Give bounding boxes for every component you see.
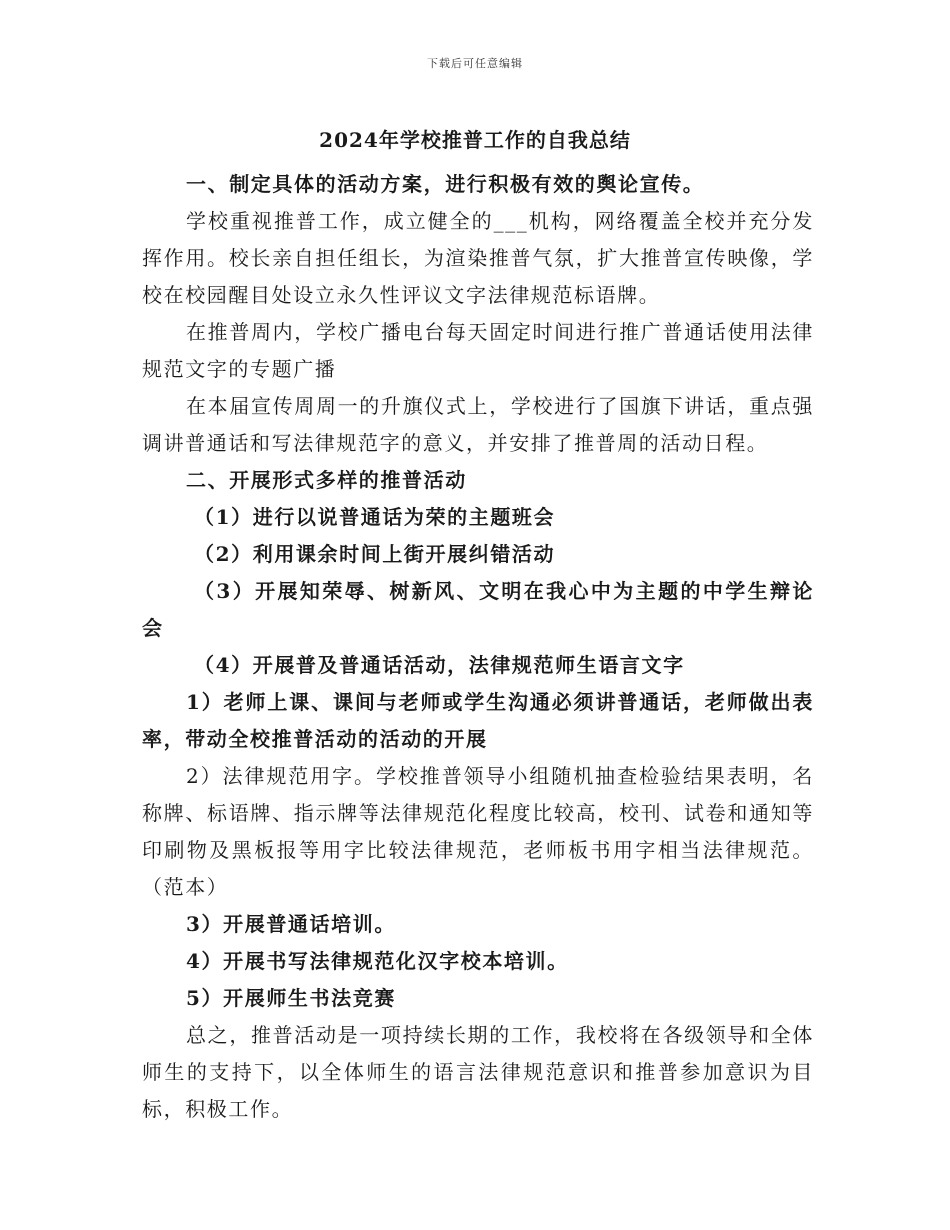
paragraph: （3）开展知荣辱、树新风、文明在我心中为主题的中学生辩论会 (142, 579, 814, 640)
paragraph: 在推普周内，学校广播电台每天固定时间进行推广普通话使用法律规范文字的专题广播 (142, 320, 814, 381)
paragraph: 在本届宣传周周一的升旗仪式上，学校进行了国旗下讲话，重点强调讲普通话和写法律规范字的意义，并安排了推普周的活动日程。 (142, 394, 814, 455)
paragraph: （2）利用课余时间上街开展纠错活动 (194, 542, 556, 566)
paragraph: 一、制定具体的活动方案，进行积极有效的舆论宣传。 (186, 172, 705, 196)
paragraph: 1）老师上课、课间与老师或学生沟通必须讲普通话，老师做出表率，带动全校推普活动的活动的开展 (142, 690, 814, 751)
document-body (142, 166, 814, 1128)
paragraph: 二、开展形式多样的推普活动 (186, 468, 467, 492)
header-note: 下载后可任意编辑 (427, 57, 523, 70)
paragraph: 3）开展普通话培训。 (186, 912, 396, 936)
paragraph: （1）进行以说普通话为荣的主题班会 (194, 505, 556, 529)
document-title: 2024年学校推普工作的自我总结 (319, 128, 631, 152)
paragraph: 总之，推普活动是一项持续长期的工作，我校将在各级领导和全体师生的支持下，以全体师生的语言法律规范意识和推普参加意识为目标，积极工作。 (142, 1023, 814, 1121)
paragraph: 4）开展书写法律规范化汉字校本培训。 (186, 949, 569, 973)
paragraph: 学校重视推普工作，成立健全的___机构，网络覆盖全校并充分发挥作用。校长亲自担任组长，为渲染推普气氛，扩大推普宣传映像，学校在校园醒目处设立永久性评议文字法律规范标语牌。 (142, 209, 814, 307)
paragraph: 2）法律规范用字。学校推普领导小组随机抽查检验结果表明，名称牌、标语牌、指示牌等法律规范化程度比较高，校刊、试卷和通知等印刷物及黑板报等用字比较法律规范，老师板书用字相当法律规范。（范本） (142, 764, 814, 899)
paragraph: （4）开展普及普通话活动，法律规范师生语言文字 (194, 653, 685, 677)
paragraph: 5）开展师生书法竞赛 (186, 986, 396, 1010)
